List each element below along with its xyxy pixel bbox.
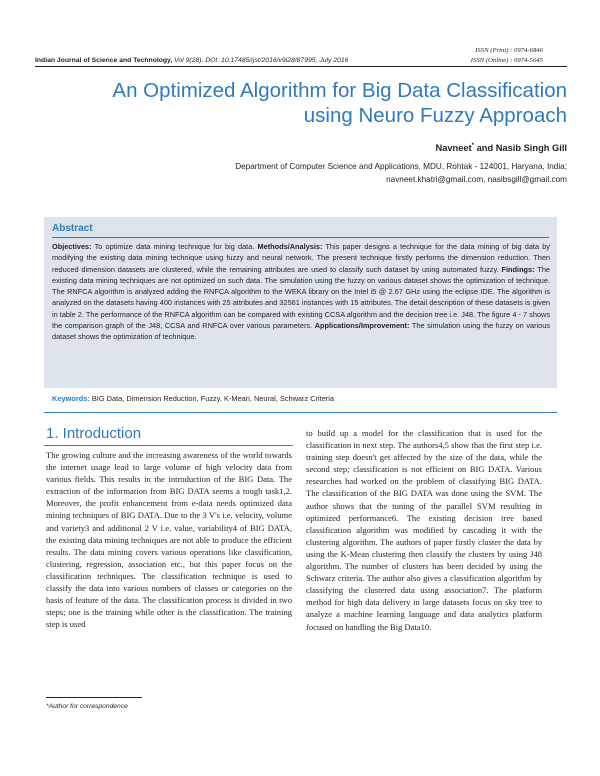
application-text: The simulation using the fuzzy on various dataset shows the optimization of technique. [52, 320, 550, 341]
journal-details: Vol 9(28), DOI: 10.17485/ijst/2016/v9i28/87995, July 2016 [174, 57, 349, 64]
keywords-label: Keywords: [52, 394, 90, 403]
objectives-text: To optimize data mining technique for big data. [94, 242, 255, 251]
introduction-right-column [306, 427, 542, 633]
issn-print: ISSN (Print) : 0974-6846 [475, 47, 543, 54]
application-label: Applications/Improvement: [314, 320, 410, 330]
journal-citation [35, 57, 348, 64]
journal-name: Indian Journal of Science and Technology, [35, 57, 173, 64]
keywords-text: BIG Data, Dimension Reduction, Fuzzy, K-Mean, Neural, Schwarz Criteria [91, 394, 335, 403]
footnote-divider [46, 697, 142, 698]
findings-label: Findings: [501, 264, 535, 274]
affiliation [235, 160, 567, 186]
abstract-text [52, 241, 550, 342]
methods-text: This paper designs a technique for the data mining of big data by modifying the existing data mining technique using fuzzy and neural network. The present technique firstly performs the dimension reduction. Then reduced dimension datasets are clustered, while the remaining attributes are used to classify such dataset by using automated fuzzy. [52, 242, 550, 274]
paper-title: An Optimized Algorithm for Big Data Classification using Neuro Fuzzy Approach [112, 79, 567, 127]
methods-label: Methods/Analysis: [257, 242, 323, 251]
issn-online: ISSN (Online) : 0974-5645 [470, 56, 543, 64]
introduction-left-column [46, 449, 292, 630]
abstract-box [44, 217, 557, 388]
section-heading-introduction: 1. Introduction [46, 425, 142, 442]
introduction-paragraph-right: to build up a model for the classification that is used for the classification in next step. The authors4,5 show that the first step i.e. training step doesn't get affected by the size of the data, while the second step; classification is not efficient on BIG DATA. Various researches had worked on the problem of classifying BIG DATA. The classification of the BIG DATA was done using the SVM. The author shows that the tuning of the parallel SVM resulting in optimized performance6. The existing decision tree based classification algorithm was modified by cascading it with the clustering algorithm. The authors of paper firstly cluster the data by using the K-Mean clustering then classify the clusters by using J48 algorithm. The number of clusters has been decided by using the Schwarz criteria. The author also gives a classification algorithm by classifying the clustered data using association7. The platform method for high data delivery in large datasets focus on sky tree to analyze a machine learning language and data analytics platform focused on handling the Big Data10. [306, 428, 542, 632]
footnote: *Author for correspondence [46, 703, 128, 710]
introduction-paragraph-left: The growing culture and the increasing awareness of the world towards the internet usage lead to large volume of high velocity data from various fields. This results in the introduction of the BIG Data. The extraction of the information from BIG DATA seems a tough task1,2. Moreover, the profit enhancement from e-data needs optimized data mining techniques of BIG DATA. Due to the 3 V's i.e. velocity, volume and variety3 and additional 2 V i.e. value, variability4 of BIG DATA, the existing data mining techniques are not able to produce the efficient results. The data mining covers various operations like classification, clustering, regression, association etc., but this paper focus on the classification techniques. The classification technique is used to classify the data into various numbers of classes or categories on the basis of feature of the data. The classification process is divided in two steps; one is the training while other is the classification. The training step is used [46, 450, 292, 630]
abstract-heading: Abstract [52, 223, 93, 234]
affiliation-department: Department of Computer Science and Applications, MDU, Rohtak - 124001, Haryana, India; [235, 162, 567, 171]
author-line [435, 143, 567, 153]
keywords [52, 394, 334, 403]
findings-text: The existing data mining techniques are not optimized on such data. The simulation using the fuzzy on various dataset shows the optimization of technique. The RNFCA algorithm is analyzed adding the RNFCA algorithm to the WEKA library on the Intel i5 @ 2.67 GHz using the eclipse IDE. The algorithm is analyzed on the datasets having 400 instances with 25 attributes and 32561 instances with 15 attributes. The detail description of these datasets is given in table 2. The performance of the RNFCA algorithm can be compared with existing CCSA algorithm and the decision tree i.e. J48. The figure 4 - 7 shows the comparison graph of the J48, CCSA and RNFCA over various parameters. [52, 264, 550, 330]
affiliation-emails: navneet.khatri@gmail.com, nasibsgill@gmail.com [386, 175, 567, 185]
corresponding-author-mark: * [471, 143, 474, 149]
section-divider [44, 445, 293, 446]
keywords-divider [44, 412, 557, 413]
objectives-label: Objectives: [52, 242, 92, 251]
author-name-2: and Nasib Singh Gill [476, 143, 567, 154]
abstract-divider [52, 237, 549, 238]
header-divider [35, 66, 567, 67]
author-name-1: Navneet [435, 143, 472, 154]
issn-block [471, 46, 543, 65]
